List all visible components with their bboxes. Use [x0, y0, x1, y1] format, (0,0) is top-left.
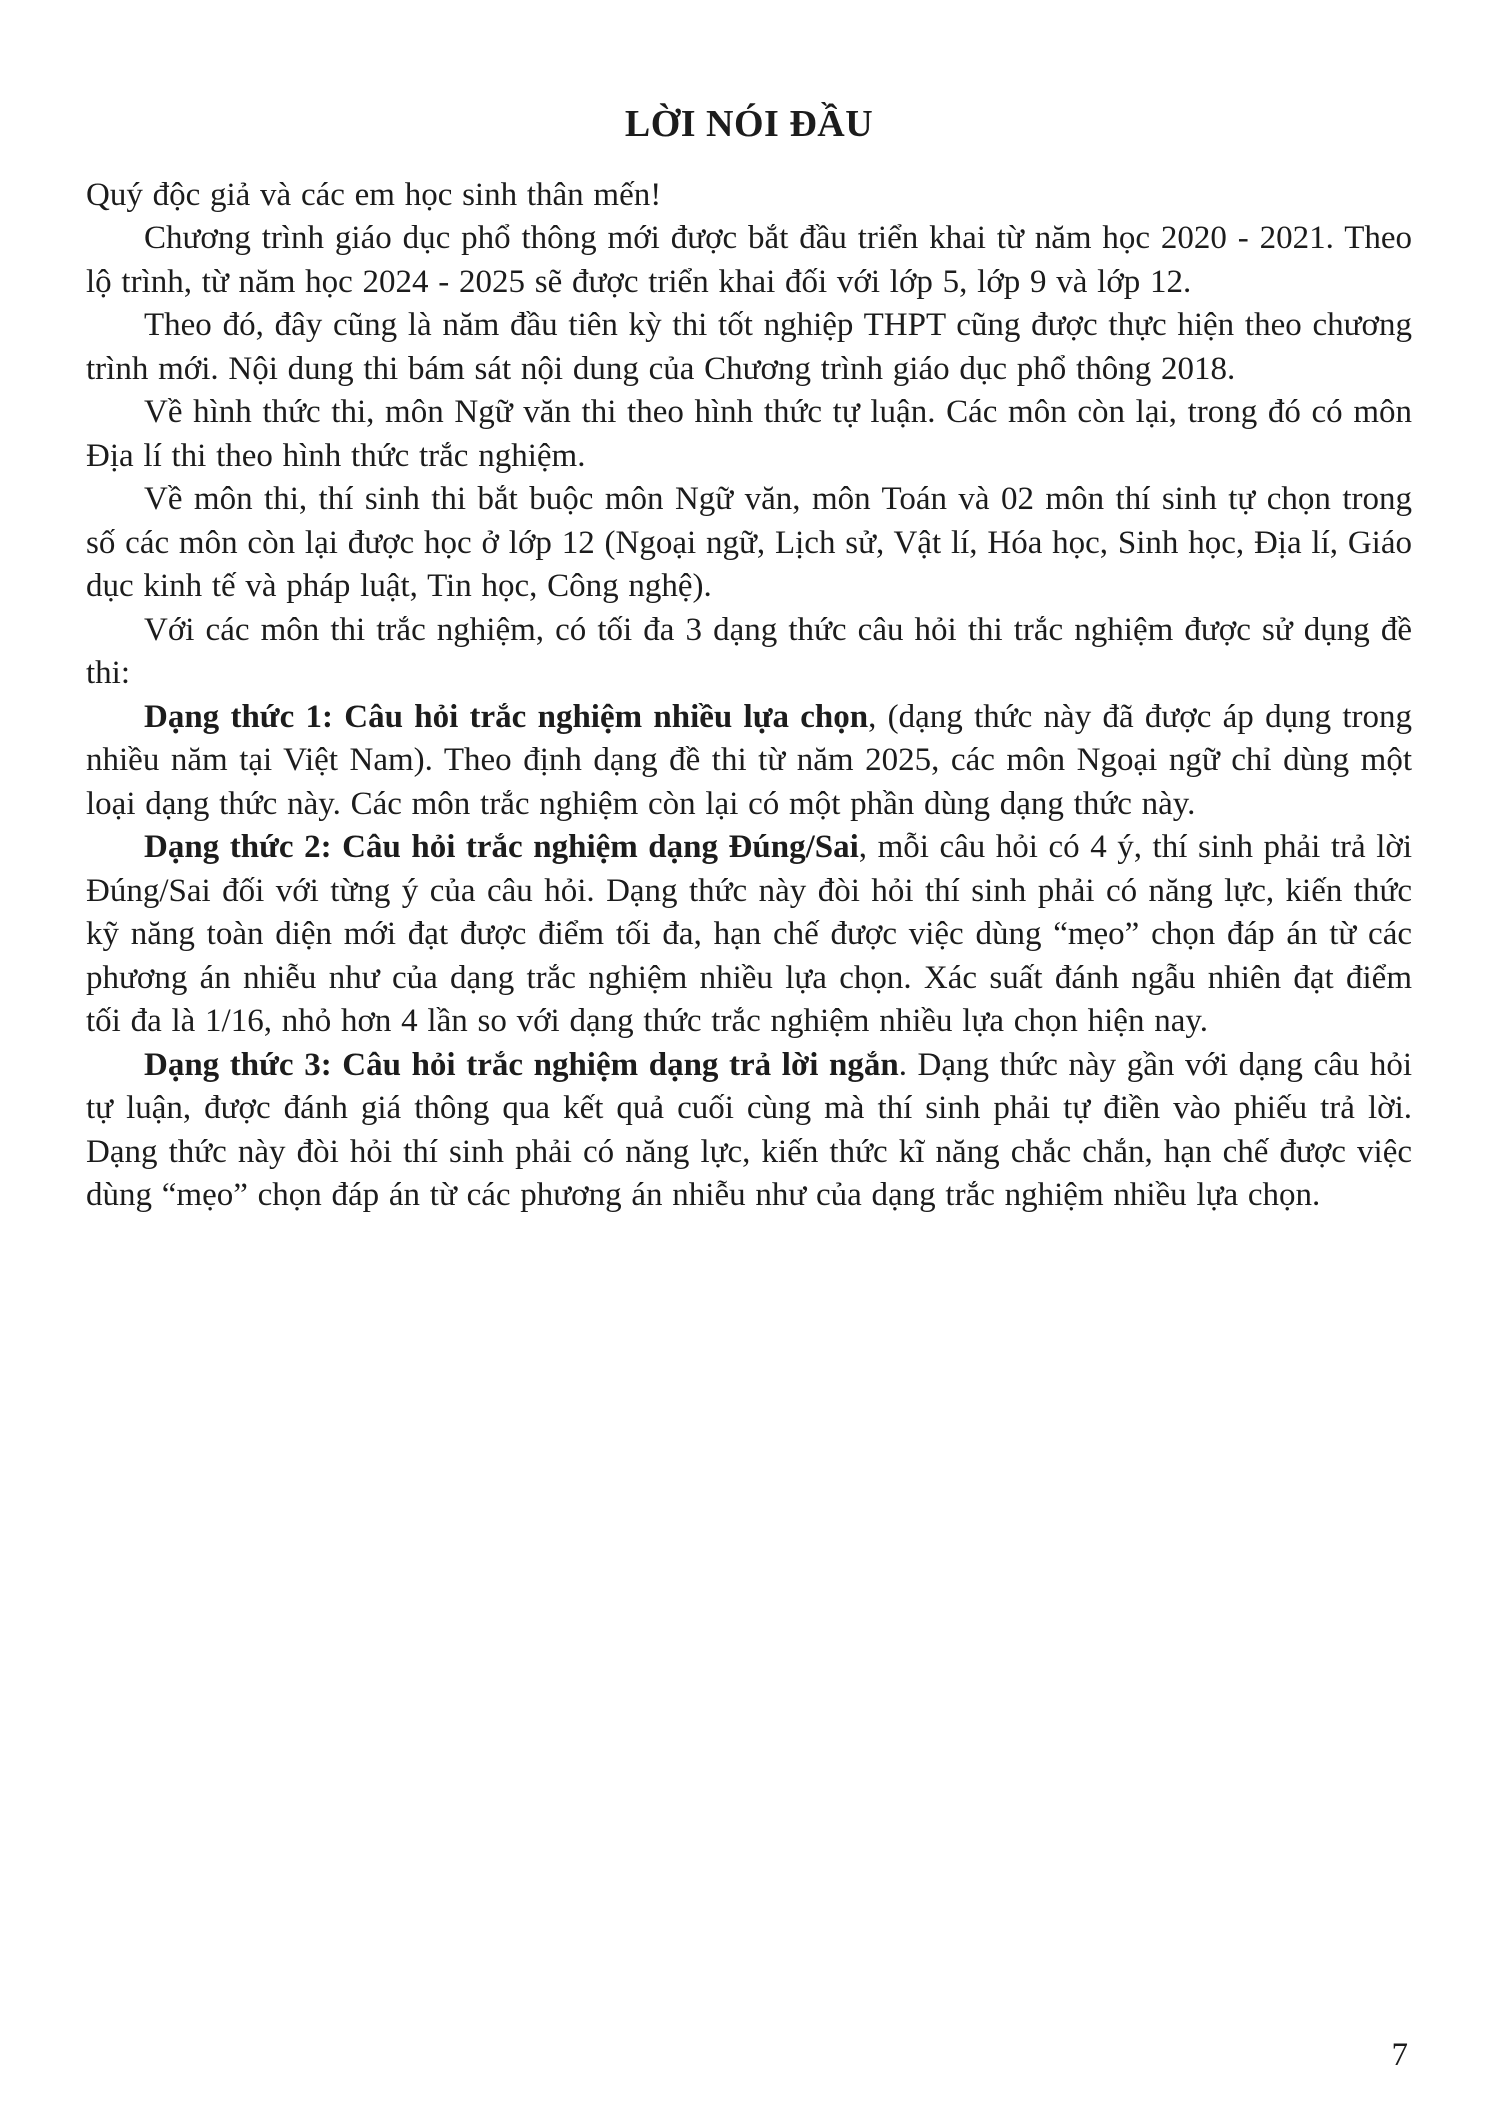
paragraph-text: Về môn thi, thí sinh thi bắt buộc môn Ngữ văn, môn Toán và 02 môn thí sinh tự chọn trong số các môn còn lại được học ở lớp 12 (Ngoại ngữ, Lịch sử, Vật lí, Hóa học, Sinh học, Địa lí, Giáo dục kinh tế và pháp luật, Tin học, Công nghệ). — [86, 481, 1412, 605]
document-title: LỜI NÓI ĐẦU — [624, 103, 874, 145]
paragraph — [86, 826, 1412, 1044]
paragraph-text: Về hình thức thi, môn Ngữ văn thi theo hình thức tự luận. Các môn còn lại, trong đó có môn Địa lí thi theo hình thức trắc nghiệm. — [86, 394, 1412, 474]
paragraph-text: Quý độc giả và các em học sinh thân mến! — [86, 176, 662, 213]
paragraph — [86, 609, 1412, 696]
paragraph — [86, 174, 1412, 218]
paragraph-lead: Dạng thức 3: Câu hỏi trắc nghiệm dạng trả lời ngắn — [144, 1046, 899, 1083]
paragraph — [86, 696, 1412, 827]
paragraph-lead: Dạng thức 1: Câu hỏi trắc nghiệm nhiều lựa chọn — [144, 698, 869, 735]
paragraph-text: , (dạng thức này đã được áp dụng trong nhiều năm tại Việt Nam). Theo định dạng đề thi từ năm 2025, các môn Ngoại ngữ chỉ dùng một loại dạng thức này. Các môn trắc nghiệm còn lại có một phần dùng dạng thức này. — [86, 698, 1413, 822]
paragraph-text: Chương trình giáo dục phổ thông mới được bắt đầu triển khai từ năm học 2020 - 2021. Theo lộ trình, từ năm học 2024 - 2025 sẽ được triển khai đối với lớp 5, lớp 9 và lớp 12. — [86, 220, 1412, 300]
page-number: 7 — [1391, 2037, 1408, 2073]
paragraph-text: , mỗi câu hỏi có 4 ý, thí sinh phải trả lời Đúng/Sai đối với từng ý của câu hỏi. Dạng thức này đòi hỏi thí sinh phải có năng lực, kiến thức kỹ năng toàn diện mới đạt được điểm tối đa, hạn chế được việc dùng “mẹo” chọn đáp án từ các phương án nhiễu như của dạng trắc nghiệm nhiều lựa chọn. Xác suất đánh ngẫu nhiên đạt điểm tối đa là 1/16, nhỏ hơn 4 lần so với dạng thức trắc nghiệm nhiều lựa chọn hiện nay. — [86, 829, 1412, 1040]
paragraph-text: Với các môn thi trắc nghiệm, có tối đa 3 dạng thức câu hỏi thi trắc nghiệm được sử dụng đề thi: — [86, 611, 1412, 692]
paragraph — [86, 304, 1412, 391]
paragraph — [86, 217, 1412, 304]
paragraph-text: Theo đó, đây cũng là năm đầu tiên kỳ thi tốt nghiệp THPT cũng được thực hiện theo chương trình mới. Nội dung thi bám sát nội dung của Chương trình giáo dục phổ thông 2018. — [86, 307, 1412, 387]
paragraph — [86, 1044, 1412, 1218]
document-body — [86, 174, 1412, 1218]
paragraph-text: . Dạng thức này gần với dạng câu hỏi tự luận, được đánh giá thông qua kết quả cuối cùng mà thí sinh phải tự điền vào phiếu trả lời. Dạng thức này đòi hỏi thí sinh phải có năng lực, kiến thức kĩ năng chắc chắn, hạn chế được việc dùng “mẹo” chọn đáp án từ các phương án nhiễu như của dạng trắc nghiệm nhiều lựa chọn. — [86, 1046, 1413, 1214]
paragraph — [86, 391, 1412, 478]
paragraph — [86, 478, 1412, 609]
paragraph-lead: Dạng thức 2: Câu hỏi trắc nghiệm dạng Đúng/Sai — [144, 829, 859, 866]
